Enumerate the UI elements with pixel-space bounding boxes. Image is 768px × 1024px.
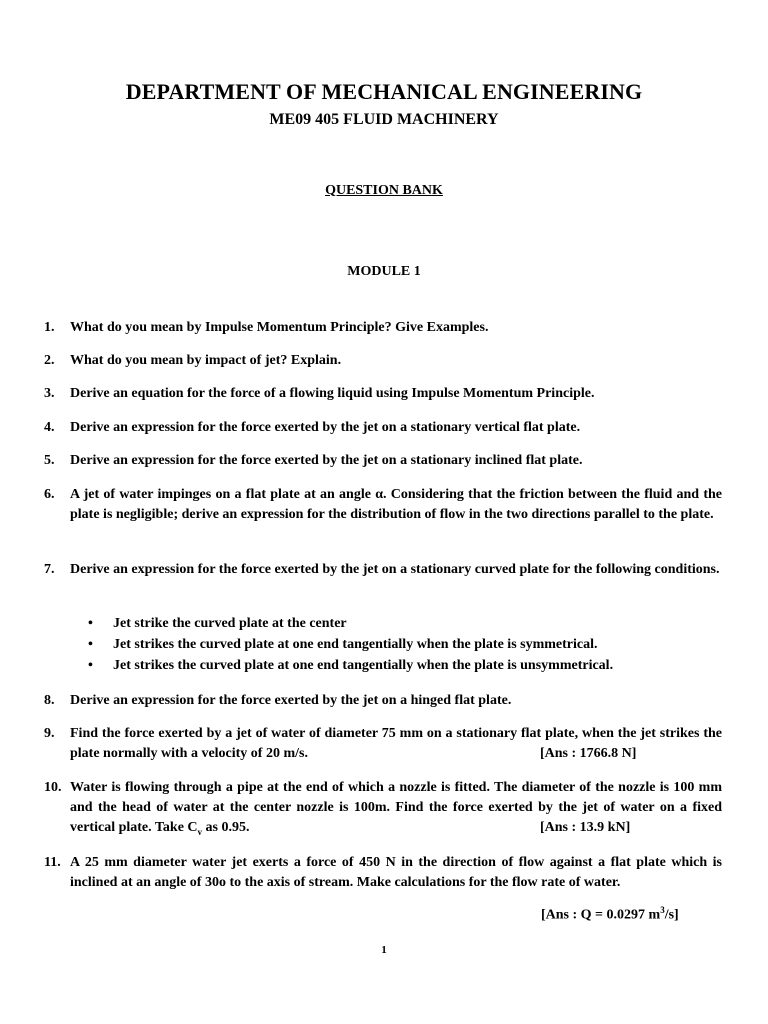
- answer-part: [Ans : Q = 0.0297 m: [541, 907, 661, 923]
- list-item-text: Jet strike the curved plate at the center: [113, 616, 347, 631]
- question-text: Derive an equation for the force of a flowing liquid using Impulse Momentum Principle.: [70, 386, 595, 401]
- question-item: [44, 560, 722, 580]
- answer-label: [Ans : 1766.8 N]: [540, 746, 637, 761]
- question-number: 10.: [44, 780, 62, 795]
- question-text: Derive an expression for the force exerted by the jet on a stationary vertical flat plate.: [70, 420, 581, 435]
- bullet-icon: •: [88, 658, 93, 673]
- question-number: 2.: [44, 353, 55, 368]
- question-text: What do you mean by impact of jet? Explain.: [70, 353, 342, 368]
- question-item: [44, 778, 722, 838]
- list-item: [88, 655, 613, 676]
- subscript-v: v: [197, 826, 203, 837]
- question-text: What do you mean by Impulse Momentum Principle? Give Examples.: [70, 320, 489, 335]
- question-number: 3.: [44, 386, 55, 401]
- question-text-part: Water is flowing through a pipe at the end of which a nozzle is fitted. The diameter of the nozzle is 100 mm and the head of water at the center nozzle is 100m. Find the force exerted by the jet of water on a fixed vertical plate. Take C: [70, 780, 722, 835]
- course-title: ME09 405 FLUID MACHINERY: [269, 111, 499, 128]
- answer-label: [541, 905, 679, 924]
- question-item: [44, 853, 722, 893]
- question-number: 8.: [44, 693, 55, 708]
- question-number: 6.: [44, 487, 55, 502]
- answer-part: /s]: [664, 907, 679, 923]
- question-item: [44, 485, 722, 525]
- list-item-text: Jet strikes the curved plate at one end tangentially when the plate is symmetrical.: [113, 637, 598, 652]
- answer-label: [Ans : 13.9 kN]: [540, 820, 631, 835]
- question-number: 7.: [44, 562, 55, 577]
- bullet-icon: •: [88, 616, 93, 631]
- question-item: [44, 384, 722, 404]
- question-number: 11.: [44, 855, 61, 870]
- list-item: [88, 613, 613, 634]
- department-title: DEPARTMENT OF MECHANICAL ENGINEERING: [125, 79, 643, 104]
- question-item: [44, 318, 722, 338]
- list-item-text: Jet strikes the curved plate at one end tangentially when the plate is unsymmetrical.: [113, 658, 614, 673]
- question-text: Derive an expression for the force exerted by the jet on a stationary curved plate for the following conditions.: [70, 562, 720, 577]
- question-number: 1.: [44, 320, 55, 335]
- question-item: [44, 691, 722, 711]
- question-text: Derive an expression for the force exerted by the jet on a stationary inclined flat plate.: [70, 453, 583, 468]
- module-heading: MODULE 1: [347, 264, 421, 279]
- question-item: [44, 351, 722, 371]
- bullet-icon: •: [88, 637, 93, 652]
- condition-list: [88, 613, 613, 676]
- question-number: 4.: [44, 420, 55, 435]
- question-number: 9.: [44, 726, 55, 741]
- question-text-part: as 0.95.: [202, 820, 250, 835]
- superscript-3: 3: [660, 905, 665, 915]
- question-item: [44, 418, 722, 438]
- list-item: [88, 634, 613, 655]
- page-number: 1: [381, 944, 387, 956]
- question-item: [44, 724, 722, 764]
- question-text: Derive an expression for the force exerted by the jet on a hinged flat plate.: [70, 693, 512, 708]
- question-text-body: Find the force exerted by a jet of water of diameter 75 mm on a stationary flat plate, when the jet strikes the plate normally with a velocity of 20 m/s.: [70, 726, 722, 761]
- question-text: A jet of water impinges on a flat plate at an angle α. Considering that the friction between the fluid and the plate is negligible; derive an expression for the distribution of flow in the two directions parallel to the plate.: [70, 487, 722, 522]
- question-text: A 25 mm diameter water jet exerts a force of 450 N in the direction of flow against a flat plate which is inclined at an angle of 30o to the axis of stream. Make calculations for the flow rate of water.: [70, 855, 722, 890]
- question-bank-heading: QUESTION BANK: [325, 183, 443, 198]
- question-number: 5.: [44, 453, 55, 468]
- question-item: [44, 451, 722, 471]
